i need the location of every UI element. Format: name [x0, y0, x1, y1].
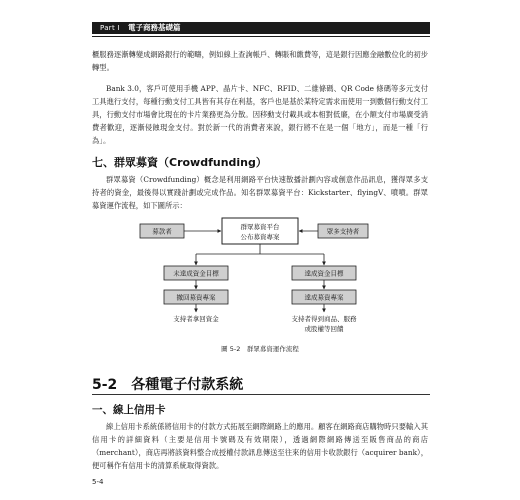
proceed-label: 達成募資專案 — [304, 293, 344, 302]
crowdfunding-flow-diagram — [92, 214, 430, 344]
subheading-online-credit-card: 一、線上信用卡 — [92, 404, 166, 416]
paragraph-credit-card: 線上信用卡系統係將信用卡的付款方式拓展至網際網路上的應用。顧客在網路商店購物時只要輸入其信用卡的詳細資料（主要是信用卡號碼及有效期限），透過網際網路傳送至販售商品的商店（merchant），商店再將該資料整合成授權付款訊息傳送至往來的信用卡收款銀行（acquirer bank），便可稱作有信用卡的清算系統取得資款。 — [92, 422, 428, 470]
page-number: 5-4 — [92, 478, 104, 486]
supporters-label: 眾多支持者 — [326, 227, 360, 236]
section-heading-payment-systems: 5-2 各種電子付款系統 — [92, 377, 244, 393]
success-label: 達成資金目標 — [304, 269, 344, 278]
refund-label: 撤回募資專案 — [176, 293, 216, 302]
part-label: Part I — [100, 24, 120, 32]
header-rule — [92, 36, 430, 37]
paragraph-bank-3: Bank 3.0，客戶可使用手機 APP、晶片卡、NFC、RFID、二維條碼、QR Code 條碼等多元支付工具進行支付，每種行動支付工具皆有其存在利基，客戶也是基於某特定需求而使用一到數個行動支付工具，行動支付市場會比現在的卡片業務更為分散。因移動支付載具或本相對低廉，在小額支付市場廣受消費者歡迎，逐漸侵蝕現金支付。對於新一代的消費者來說，銀行將不在是一個「地方」，而是一種「行為」。 — [92, 84, 428, 145]
platform-box-line2: 公布募資專案 — [240, 233, 280, 241]
header-title: 電子商務基礎篇 — [128, 23, 181, 32]
heading-crowdfunding: 七、群眾募資（Crowdfunding） — [92, 156, 267, 169]
fundraiser-label: 募款者 — [152, 227, 172, 236]
fail-label: 未達成資金目標 — [173, 269, 219, 278]
refund-note: 支持者拿回資金 — [173, 315, 219, 323]
figure-caption: 圖 5-2 群眾募資運作流程 — [221, 345, 299, 353]
reward-note-line1: 支持者得到商品、服務 — [291, 315, 357, 323]
paragraph-bank-counter: 櫃服務逐漸轉變成網路銀行的範疇，例如線上查詢帳戶、轉賬和繳費等，這是銀行因應金融數位化的初步轉型。 — [92, 50, 428, 72]
paragraph-crowdfunding: 群眾募資（Crowdfunding）概念是利用網路平台快速散播計劃內容或創意作品訊息，獲得眾多支持者的資金，最後得以實踐計劃或完成作品。知名群眾募資平台：Kickstarter、flyingV、噴噴。群眾募資運作流程，如下圖所示： — [92, 175, 428, 210]
platform-box-line1: 群眾募資平台 — [240, 223, 280, 231]
section-heading-rule — [92, 394, 430, 395]
reward-note-line2: 或股權等回饋 — [304, 325, 344, 333]
